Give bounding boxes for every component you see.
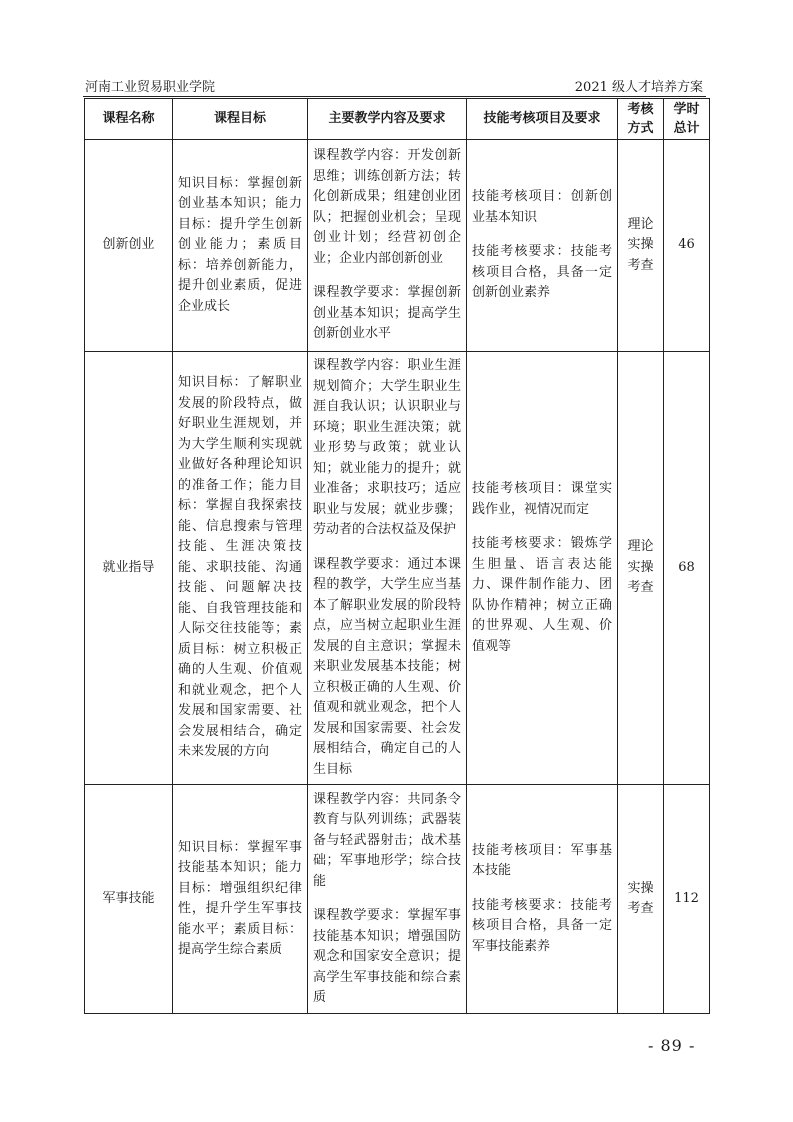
skill-requirement-text: 技能考核要求：锻炼学生胆量、语言表达能力、课件制作能力、团队协作精神；树立正确的世界观、人生观、价值观等 bbox=[472, 536, 612, 654]
method-line: 理论 bbox=[627, 216, 654, 232]
course-name-cell: 就业指导 bbox=[85, 352, 173, 785]
col-header-method-line1: 考核 bbox=[627, 102, 654, 117]
assessment-method-cell bbox=[618, 785, 664, 1014]
table-row bbox=[85, 352, 710, 785]
col-header-hours-line2: 总计 bbox=[673, 121, 700, 136]
total-hours-cell: 112 bbox=[664, 785, 710, 1014]
table-row bbox=[85, 785, 710, 1014]
curriculum-table bbox=[84, 98, 710, 1014]
method-line: 实操 bbox=[627, 559, 654, 575]
total-hours-cell: 46 bbox=[664, 140, 710, 352]
method-line: 考查 bbox=[627, 257, 654, 273]
method-line: 实操 bbox=[627, 880, 654, 896]
page-number: - 89 - bbox=[648, 1036, 696, 1055]
skill-assessment-cell bbox=[467, 785, 618, 1014]
teaching-requirement-text: 课程教学要求：掌握军事技能基本知识；增强国防观念和国家安全意识；提高学生军事技能和综合素质 bbox=[313, 908, 461, 1005]
total-hours-cell: 68 bbox=[664, 352, 710, 785]
method-line: 实操 bbox=[627, 237, 654, 253]
skill-assessment-cell bbox=[467, 140, 618, 352]
teaching-requirement-text: 课程教学要求：掌握创新创业基本知识；提高学生创新创业水平 bbox=[313, 285, 461, 342]
course-goal-cell: 知识目标：掌握军事技能基本知识；能力目标：增强组织纪律性，提升学生军事技能水平；素质目标：提高学生综合素质 bbox=[173, 785, 308, 1014]
teaching-content-cell bbox=[308, 785, 467, 1014]
teaching-content-text: 课程教学内容：职业生涯规划简介；大学生职业生涯自我认识；认识职业与环境；职业生涯决策；就业形势与政策；就业认知；就业能力的提升；就业准备；求职技巧；适应职业与发展；就业步骤；劳动者的合法权益及保护 bbox=[313, 358, 461, 537]
col-header-course-goal: 课程目标 bbox=[173, 99, 308, 140]
assessment-method-cell bbox=[618, 352, 664, 785]
course-name-cell: 军事技能 bbox=[85, 785, 173, 1014]
skill-item-text: 技能考核项目：创新创业基本知识 bbox=[472, 189, 612, 225]
course-name-cell: 创新创业 bbox=[85, 140, 173, 352]
skill-assessment-cell bbox=[467, 352, 618, 785]
course-goal-cell: 知识目标：掌握创新创业基本知识；能力目标：提升学生创新创业能力；素质目标：培养创新能力，提升创业素质，促进企业成长 bbox=[173, 140, 308, 352]
teaching-content-text: 课程教学内容：共同条令教育与队列训练；武器装备与轻武器射击；战术基础；军事地形学；综合技能 bbox=[313, 791, 461, 889]
method-line: 理论 bbox=[627, 539, 654, 555]
teaching-content-cell bbox=[308, 352, 467, 785]
table-row bbox=[85, 140, 710, 352]
teaching-content-cell bbox=[308, 140, 467, 352]
header-document-title: 2021 级人才培养方案 bbox=[574, 80, 703, 95]
skill-requirement-text: 技能考核要求：技能考核项目合格，具备一定创新创业素养 bbox=[472, 244, 612, 301]
header-rule bbox=[83, 96, 706, 97]
col-header-assessment-method bbox=[618, 99, 664, 140]
teaching-requirement-text: 课程教学要求：通过本课程的教学，大学生应当基本了解职业发展的阶段特点，应当树立起职业生涯发展的自主意识；掌握未来职业发展基本技能；树立积极正确的人生观、价值观和就业观念，把个人发展和国家需要、社会发展相结合，确定自己的人生目标 bbox=[313, 556, 461, 777]
header-school-name: 河南工业贸易职业学院 bbox=[85, 80, 216, 95]
course-goal-cell: 知识目标：了解职业发展的阶段特点，做好职业生涯规划，并为大学生顺利实现就业做好各种理论知识的准备工作；能力目标：掌握自我探索技能、信息搜索与管理技能、生涯决策技能、求职技能、沟通技能、问题解决技能、自我管理技能和人际交往技能等；素质目标：树立积极正确的人生观、价值观和就业观念，把个人发展和国家需要、社会发展相结合，确定未来发展的方向 bbox=[173, 352, 308, 785]
teaching-content-text: 课程教学内容：开发创新思维；训练创新方法；转化创新成果；组建创业团队；把握创业机会；呈现创业计划；经营初创企业；企业内部创新创业 bbox=[313, 148, 461, 266]
col-header-teaching-content: 主要教学内容及要求 bbox=[308, 99, 467, 140]
assessment-method-cell bbox=[618, 140, 664, 352]
col-header-method-line2: 方式 bbox=[627, 121, 654, 136]
skill-item-text: 技能考核项目：课堂实践作业，视情况而定 bbox=[472, 481, 612, 517]
table-header-row bbox=[85, 99, 710, 140]
method-line: 考查 bbox=[627, 580, 654, 596]
col-header-total-hours bbox=[664, 99, 710, 140]
col-header-hours-line1: 学时 bbox=[673, 102, 700, 117]
skill-item-text: 技能考核项目：军事基本技能 bbox=[472, 842, 612, 879]
col-header-course-name: 课程名称 bbox=[85, 99, 173, 140]
skill-requirement-text: 技能考核要求：技能考核项目合格，具备一定军事技能素养 bbox=[472, 897, 612, 954]
method-line: 考查 bbox=[627, 901, 654, 916]
col-header-skill-assessment: 技能考核项目及要求 bbox=[467, 99, 618, 140]
